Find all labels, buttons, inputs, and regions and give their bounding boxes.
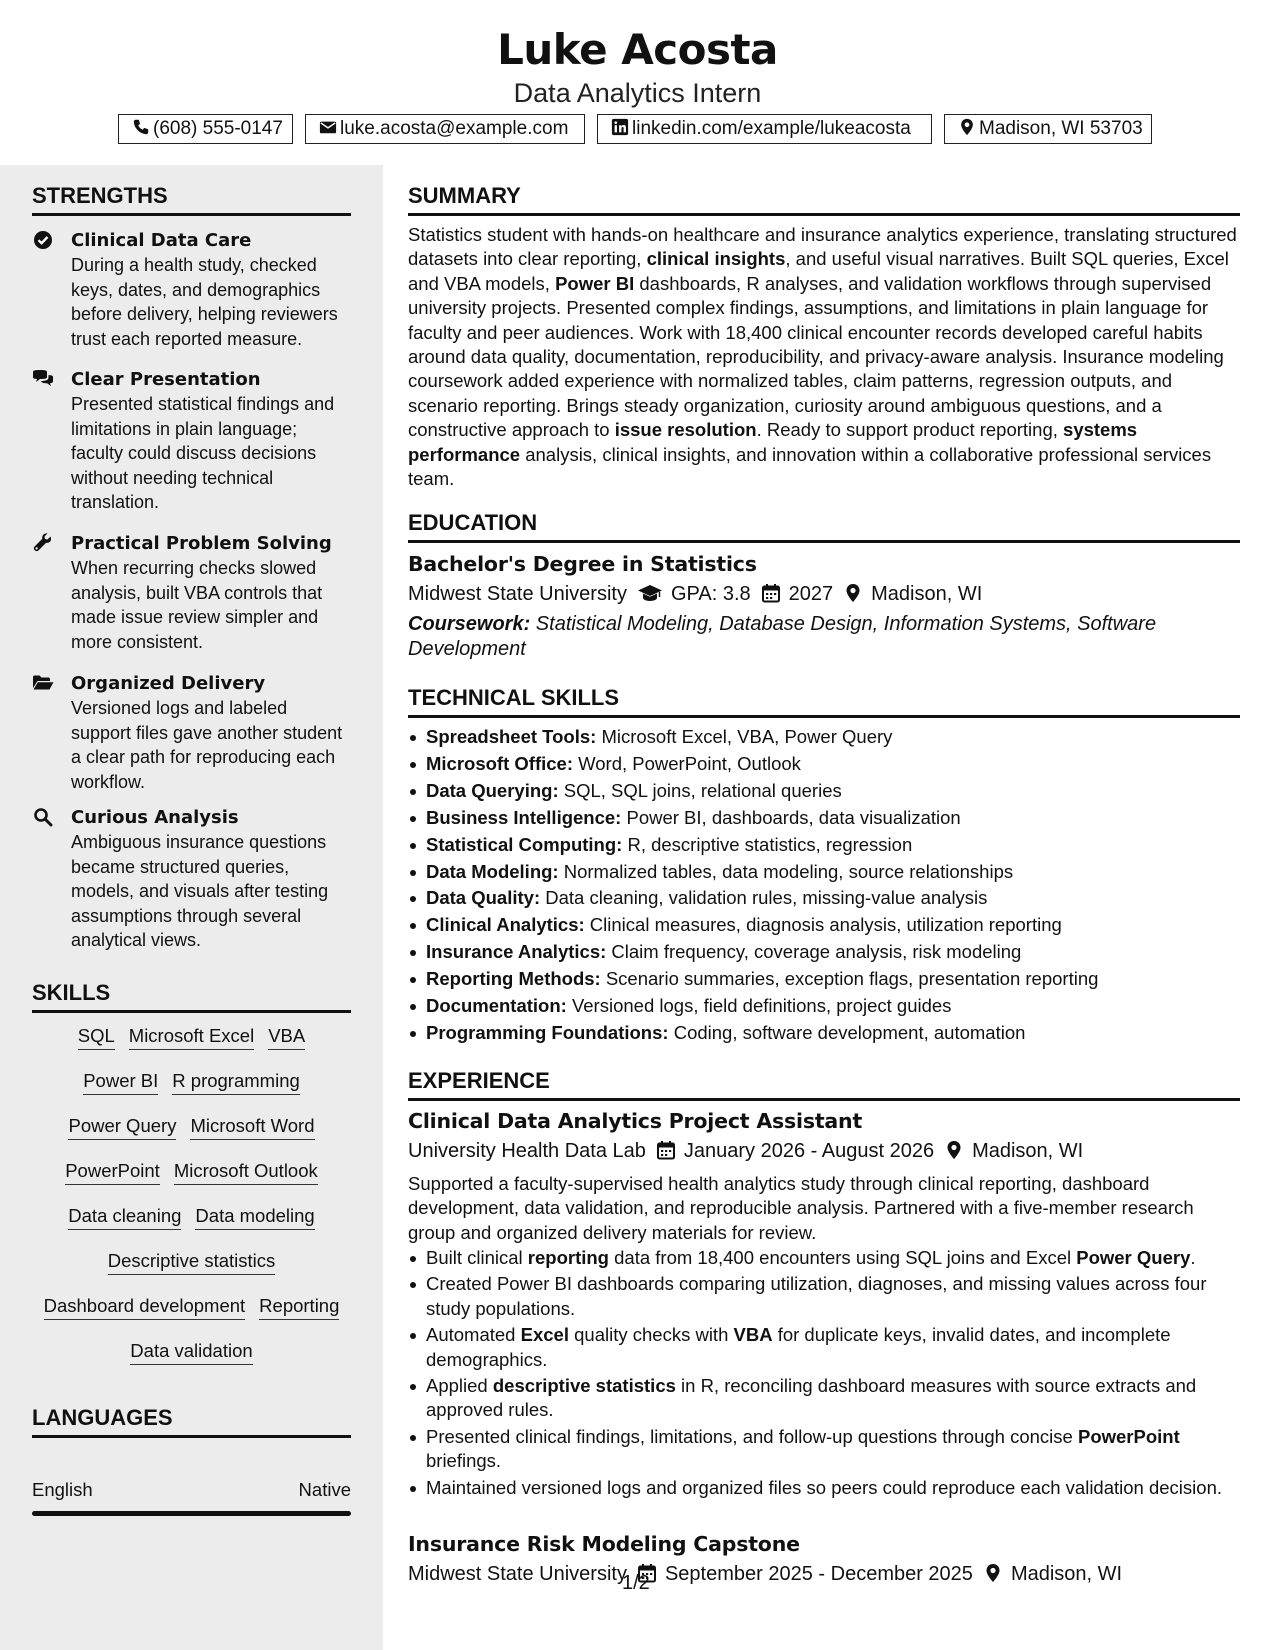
language-name: English	[32, 1479, 93, 1500]
summary-segment: . Ready to support product reporting,	[756, 419, 1064, 441]
strength-title: Practical Problem Solving	[71, 533, 332, 554]
strength-item	[32, 672, 351, 794]
skill-chip: Microsoft Word	[190, 1114, 314, 1140]
summary-keyword: issue resolution	[614, 419, 757, 441]
degree-title: Bachelor's Degree in Statistics	[408, 552, 757, 576]
skill-row	[32, 1069, 351, 1114]
list-item	[408, 1425, 1240, 1474]
strength-description: Presented statistical findings and limitations in plain language; faculty could discuss decisions without needing technical translation.	[71, 394, 335, 512]
job-meta	[408, 1138, 1083, 1164]
strength-item	[32, 229, 351, 351]
bullet-text: Created Power BI dashboards comparing utilization, diagnoses, and missing values across four study populations.	[426, 1273, 1207, 1319]
skill-chip: Dashboard development	[44, 1294, 246, 1320]
list-item	[408, 832, 1240, 859]
graduation-cap-icon	[637, 583, 663, 603]
school-location: Madison, WI	[871, 583, 983, 605]
strength-description: During a health study, checked keys, dates, and demographics before delivery, helping reviewers trust each reported measure.	[71, 255, 338, 349]
skill-chip: Data cleaning	[68, 1204, 181, 1230]
skill-chip: PowerPoint	[65, 1159, 160, 1185]
bullet-keyword: PowerPoint	[1077, 1425, 1180, 1447]
skill-chip: Data modeling	[195, 1204, 314, 1230]
list-item	[408, 1374, 1240, 1423]
strength-title: Organized Delivery	[71, 673, 266, 694]
bullet-text: Built clinical	[426, 1247, 528, 1268]
skill-category: Business Intelligence:	[426, 806, 622, 828]
education-heading: EDUCATION	[408, 510, 1240, 543]
skill-row	[32, 1249, 351, 1294]
language-proficiency-bar	[32, 1511, 351, 1516]
coursework-list: Statistical Modeling, Database Design, Information Systems, Software Development	[408, 613, 1157, 660]
page-number: 1/2	[622, 1572, 650, 1594]
bullet-text: for duplicate keys, invalid dates, and incomplete demographics.	[426, 1324, 1171, 1370]
job-dates: September 2025 - December 2025	[664, 1563, 973, 1585]
list-item	[408, 1246, 1240, 1270]
bullet-text: .	[1190, 1247, 1196, 1268]
job-summary: Supported a faculty-supervised health analytics study through clinical reporting, dashboard development, data validation, and reproducible analysis. Partnered with a five-member research group and organized delivery materials for review.	[408, 1173, 1194, 1243]
job-title: Insurance Risk Modeling Capstone	[408, 1532, 800, 1556]
skill-values: SQL, SQL joins, relational queries	[558, 779, 842, 801]
bullet-text: data from 18,400 encounters using SQL joins and Excel	[609, 1247, 1077, 1268]
skill-values: Clinical measures, diagnosis analysis, utilization reporting	[584, 914, 1062, 936]
skill-category: Programming Foundations:	[426, 1021, 669, 1043]
skill-values: Versioned logs, field definitions, project guides	[566, 995, 952, 1017]
language-item	[32, 1478, 351, 1502]
skill-values: Normalized tables, data modeling, source relationships	[558, 860, 1014, 882]
bullet-text: Applied	[426, 1375, 493, 1397]
technical-skills-heading: TECHNICAL SKILLS	[408, 685, 1240, 718]
language-level: Native	[298, 1479, 351, 1500]
list-item	[408, 885, 1240, 912]
skill-row	[32, 1204, 351, 1249]
skill-category: Microsoft Office:	[426, 752, 573, 774]
bullet-keyword: descriptive statistics	[492, 1375, 676, 1397]
bullet-text: quality checks with	[568, 1324, 734, 1346]
list-item	[408, 724, 1240, 751]
contact-location-text: Madison, WI 53703	[979, 118, 1143, 139]
skill-category: Reporting Methods:	[426, 968, 601, 990]
skill-category: Data Modeling:	[426, 860, 559, 882]
skill-category: Data Quality:	[426, 887, 541, 909]
skills-cloud	[32, 1024, 351, 1384]
calendar-icon	[761, 583, 781, 603]
skill-chip: Descriptive statistics	[108, 1249, 276, 1275]
summary-segment: dashboards, R analyses, and validation workflows through supervised university projects. Presented complex findings, assumptions, and limitations in plain language for faculty and peer audiences. Work with 18,400 clinical encounter records developed careful habits around data quality, documentation, reproducibility, and privacy-aware analysis. Insurance modeling coursework added experience with normalized tables, claim patterns, regression outputs, and scenario reporting. Brings steady organization, curiosity around ambiguous questions, and a constructive approach to	[408, 272, 1224, 441]
calendar-icon	[656, 1140, 676, 1160]
job-meta	[408, 1561, 1122, 1587]
bullet-text: in R, reconciling dashboard measures with source extracts and approved rules.	[426, 1375, 1197, 1421]
linkedin-icon	[611, 118, 629, 136]
list-item	[408, 939, 1240, 966]
skill-values: Coding, software development, automation	[668, 1021, 1026, 1043]
job-title: Clinical Data Analytics Project Assistant	[408, 1109, 863, 1133]
list-item	[408, 1020, 1240, 1047]
strength-title: Curious Analysis	[71, 807, 239, 828]
summary-keyword: clinical insights	[646, 248, 786, 270]
skill-category: Clinical Analytics:	[426, 914, 585, 936]
contact-email[interactable]	[305, 114, 585, 144]
resume-header	[0, 0, 1275, 109]
gpa: GPA: 3.8	[670, 583, 751, 605]
skill-chip: SQL	[78, 1024, 115, 1050]
skill-chip: Power BI	[83, 1069, 158, 1095]
check-circle-icon	[32, 230, 54, 250]
sidebar	[0, 165, 383, 1650]
skill-chip: VBA	[268, 1024, 305, 1050]
coursework-label: Coursework:	[408, 613, 531, 635]
map-marker-icon	[944, 1140, 964, 1160]
contact-linkedin[interactable]	[597, 114, 932, 144]
list-item	[408, 966, 1240, 993]
summary-segment: Statistics student with hands-on healthcare and insurance analytics experience, translating structured datasets into clear reporting,	[408, 224, 1237, 270]
school-name: Midwest State University	[408, 583, 627, 605]
skill-category: Spreadsheet Tools:	[426, 726, 597, 747]
strength-title: Clinical Data Care	[71, 230, 252, 251]
strength-description: Versioned logs and labeled support files gave another student a clear path for reproducing each workflow.	[71, 698, 343, 792]
skill-row	[32, 1024, 351, 1069]
folder-open-icon	[32, 673, 54, 693]
summary-segment: analysis, clinical insights, and innovation within a collaborative professional services team.	[408, 443, 1212, 490]
education-meta	[408, 581, 982, 607]
candidate-name: Luke Acosta	[497, 25, 778, 74]
employer-name: Midwest State University	[408, 1563, 627, 1585]
job-dates: January 2026 - August 2026	[683, 1140, 935, 1162]
skill-chip: Data validation	[130, 1339, 252, 1365]
skill-chip: Microsoft Outlook	[174, 1159, 318, 1185]
skill-row	[32, 1159, 351, 1204]
skill-category: Statistical Computing:	[426, 833, 623, 855]
skill-values: Microsoft Excel, VBA, Power Query	[596, 726, 893, 747]
technical-skills-list	[408, 724, 1240, 1047]
list-item	[408, 1476, 1240, 1500]
magnifier-icon	[32, 807, 54, 827]
wrench-icon	[32, 533, 54, 553]
experience-heading: EXPERIENCE	[408, 1068, 1240, 1101]
list-item	[408, 1323, 1240, 1372]
coursework	[408, 612, 1240, 661]
graduation-year: 2027	[788, 583, 834, 605]
map-marker-icon	[983, 1563, 1003, 1583]
skill-values: Data cleaning, validation rules, missing-value analysis	[540, 887, 988, 909]
skill-chip: Microsoft Excel	[129, 1024, 254, 1050]
list-item	[408, 912, 1240, 939]
skill-values: R, descriptive statistics, regression	[622, 833, 913, 855]
skill-row	[32, 1339, 351, 1384]
summary-text	[408, 223, 1240, 491]
strength-title: Clear Presentation	[71, 369, 261, 390]
bullet-keyword: reporting	[527, 1247, 609, 1268]
skill-row	[32, 1114, 351, 1159]
skill-chip: Power Query	[68, 1114, 176, 1140]
languages-heading: LANGUAGES	[32, 1405, 351, 1438]
summary-segment: , and useful visual narratives. Built SQL queries, Excel and VBA models,	[408, 248, 1229, 294]
skill-chip: R programming	[172, 1069, 300, 1095]
list-item	[408, 993, 1240, 1020]
skill-category: Insurance Analytics:	[426, 941, 607, 963]
bullet-keyword: Power Query	[1076, 1247, 1191, 1268]
strength-item	[32, 532, 351, 654]
summary-keyword: systems performance	[408, 419, 1138, 465]
bullet-text: briefings.	[426, 1450, 502, 1472]
contact-location	[944, 114, 1152, 144]
summary-keyword: Power BI	[555, 272, 635, 294]
job-location: Madison, WI	[1010, 1563, 1123, 1585]
bullet-text: Maintained versioned logs and organized files so peers could reproduce each validation decision.	[426, 1476, 1222, 1498]
bullet-keyword: Excel	[520, 1324, 569, 1346]
strength-description: Ambiguous insurance questions became structured queries, models, and visuals after testing assumptions through several analytical views.	[71, 832, 329, 950]
list-item	[408, 805, 1240, 832]
job-achievements	[408, 1246, 1240, 1502]
job-location: Madison, WI	[972, 1140, 1084, 1162]
skill-values: Power BI, dashboards, data visualization	[621, 806, 961, 828]
list-item	[408, 1272, 1240, 1321]
list-item	[408, 778, 1240, 805]
strengths-heading: STRENGTHS	[32, 183, 351, 216]
chat-bubbles-icon	[32, 369, 54, 389]
bullet-keyword: VBA	[733, 1324, 773, 1346]
phone-icon	[132, 118, 150, 136]
contact-linkedin-text: linkedin.com/example/lukeacosta	[632, 118, 911, 139]
summary-heading: SUMMARY	[408, 183, 1240, 216]
envelope-icon	[319, 118, 337, 136]
skill-category: Data Querying:	[426, 779, 559, 801]
strength-item	[32, 806, 351, 953]
list-item	[408, 859, 1240, 886]
skill-row	[32, 1294, 351, 1339]
skills-heading: SKILLS	[32, 980, 351, 1013]
skill-values: Scenario summaries, exception flags, presentation reporting	[600, 968, 1099, 990]
strength-item	[32, 368, 351, 515]
skill-values: Claim frequency, coverage analysis, risk modeling	[606, 941, 1022, 963]
map-marker-icon	[843, 583, 863, 603]
bullet-text: Automated	[426, 1324, 521, 1346]
strength-description: When recurring checks slowed analysis, built VBA controls that made issue review simpler and more consistent.	[71, 558, 323, 652]
skill-category: Documentation:	[426, 995, 567, 1017]
bullet-text: Presented clinical findings, limitations, and follow-up questions through concise	[426, 1425, 1078, 1447]
skill-values: Word, PowerPoint, Outlook	[572, 752, 801, 774]
skill-chip: Reporting	[259, 1294, 339, 1320]
contact-phone-text: (608) 555-0147	[153, 118, 283, 139]
candidate-title: Data Analytics Intern	[513, 78, 762, 108]
contact-phone[interactable]	[118, 114, 293, 144]
contact-email-text: luke.acosta@example.com	[340, 118, 569, 139]
employer-name: University Health Data Lab	[408, 1140, 646, 1162]
list-item	[408, 751, 1240, 778]
map-marker-icon	[958, 118, 976, 136]
